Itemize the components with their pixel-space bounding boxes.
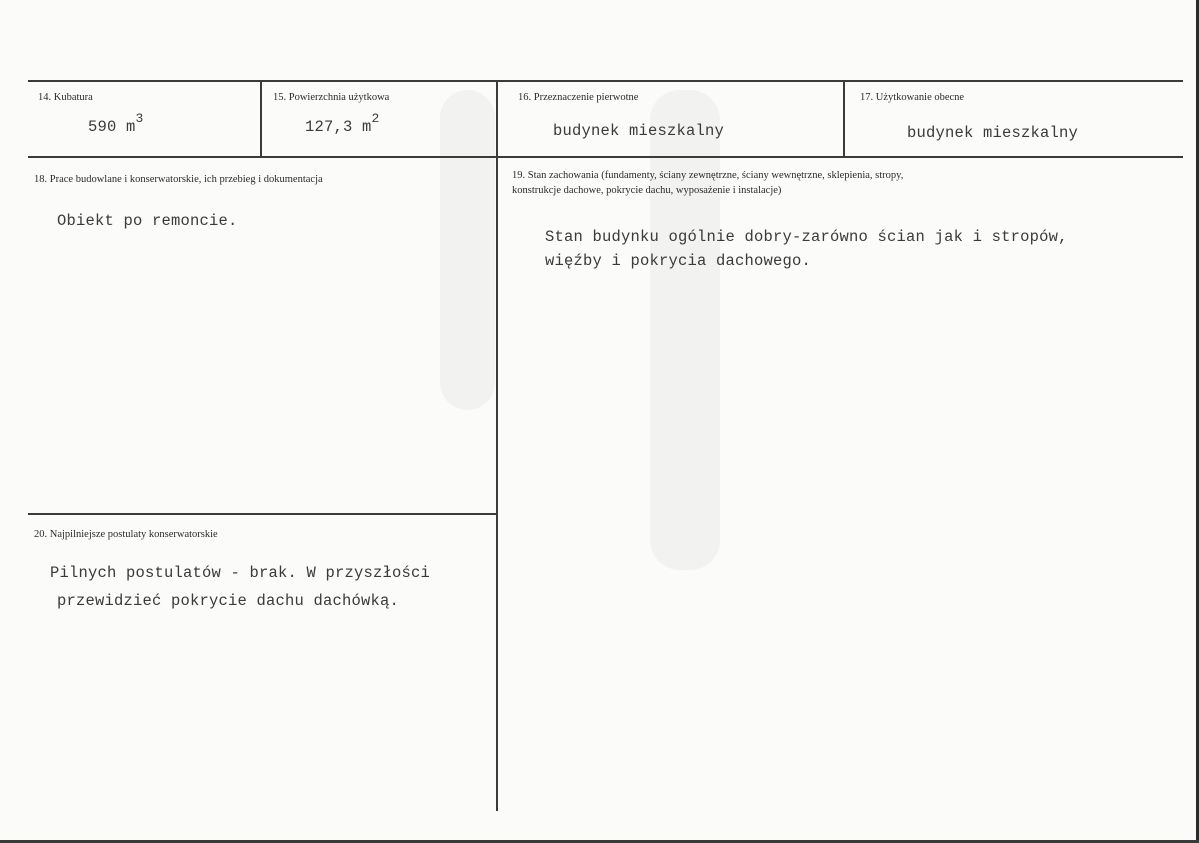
paper-smudge (440, 90, 495, 410)
row1-bottom-rule (28, 156, 1183, 158)
field-15-value (305, 111, 380, 136)
field-15-label: 15. Powierzchnia użytkowa (273, 92, 390, 103)
field-18-label: 18. Prace budowlane i konserwatorskie, ich przebieg i dokumentacja (34, 174, 323, 185)
field-19-label-line2: konstrukcje dachowe, pokrycie dachu, wyposażenie i instalacje) (512, 185, 782, 196)
field-16-value: budynek mieszkalny (553, 122, 725, 140)
powierzchnia-exponent: 2 (371, 111, 380, 126)
left-mid-rule (28, 513, 496, 515)
divider-16-17 (843, 81, 845, 157)
field-14-label: 14. Kubatura (38, 92, 93, 103)
field-17-label: 17. Użytkowanie obecne (860, 92, 965, 103)
field-19-value-line1: Stan budynku ogólnie dobry-zarówno ścian jak i stropów, (545, 228, 1068, 246)
kubatura-value: 590 m (88, 118, 136, 136)
field-19-label-line1: 19. Stan zachowania (fundamenty, ściany zewnętrzne, ściany wewnętrzne, sklepienia, stropy, (512, 170, 904, 181)
field-20-value-line1: Pilnych postulatów - brak. W przyszłości (50, 564, 431, 582)
field-20-value-line2: przewidzieć pokrycie dachu dachówką. (57, 592, 400, 610)
field-16-label: 16. Przeznaczenie pierwotne (518, 92, 639, 103)
paper-smudge (650, 90, 720, 570)
divider-14-15 (260, 81, 262, 157)
field-19-value-line2: więźby i pokrycia dachowego. (545, 252, 812, 270)
divider-15-16 (496, 81, 498, 811)
field-14-value (88, 111, 144, 136)
powierzchnia-value: 127,3 m (305, 118, 372, 136)
field-18-value: Obiekt po remoncie. (57, 212, 238, 230)
top-rule (28, 80, 1183, 82)
field-20-label: 20. Najpilniejsze postulaty konserwatorskie (34, 529, 218, 540)
field-17-value: budynek mieszkalny (907, 124, 1079, 142)
kubatura-exponent: 3 (135, 111, 144, 126)
